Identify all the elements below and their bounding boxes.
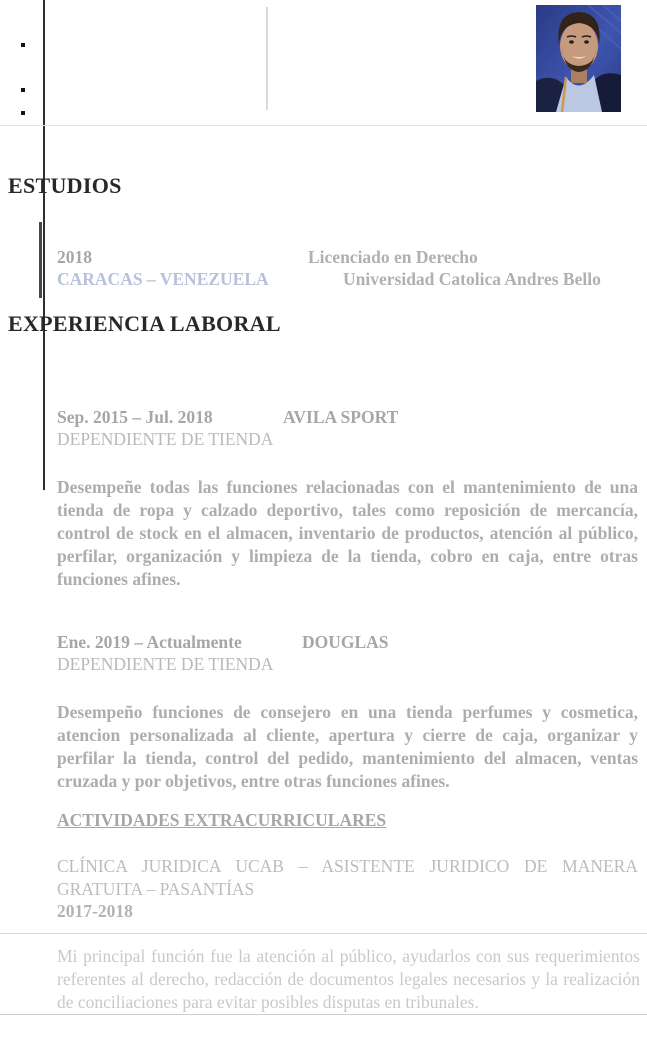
job-company: AVILA SPORT	[283, 407, 399, 427]
job-role: DEPENDIENTE DE TIENDA	[57, 654, 274, 674]
header-separator-rule	[0, 125, 647, 126]
job-description: Desempeño funciones de consejero en una tienda perfumes y cosmetica, atencion personalizada al cliente, apertura y cierre de caja, organizar y perfilar la tienda, control del pedido, mantenimiento del almacen, ventas cruzada y por objetivos, entre otras funciones afines.	[57, 702, 638, 791]
bullet-icon	[21, 111, 25, 115]
activity-organization: CLÍNICA JURIDICA UCAB – ASISTENTE JURIDICO DE MANERA GRATUITA – PASANTÍAS	[57, 856, 638, 899]
change-bar	[39, 222, 42, 298]
profile-photo	[536, 5, 621, 112]
education-location: CARACAS – VENEZUELA	[57, 269, 269, 289]
subsection-title-actividades: ACTIVIDADES EXTRACURRICULARES	[57, 810, 387, 830]
job-company: DOUGLAS	[302, 632, 389, 652]
education-institution: Universidad Catolica Andres Bello	[343, 269, 601, 289]
section-title-experiencia: EXPERIENCIA LABORAL	[8, 311, 281, 336]
bullet-icon	[21, 43, 25, 47]
job-description: Desempeñe todas las funciones relacionadas con el mantenimiento de una tienda de ropa y calzado deportivo, tales como reposición de mercancía, control de stock en el almacen, inventario de productos, atención al público, perfilar, organización y limpieza de la tienda, cobro en caja, entre otras funciones afines.	[57, 477, 638, 589]
job-role: DEPENDIENTE DE TIENDA	[57, 429, 274, 449]
page-break-rule-top	[0, 933, 647, 934]
education-table	[57, 246, 601, 290]
left-margin-rule	[43, 0, 45, 490]
bullet-icon	[21, 88, 25, 92]
section-title-estudios: ESTUDIOS	[8, 173, 122, 198]
activity-description: Mi principal función fue la atención al público, ayudarlos con sus requerimientos referentes al derecho, redacción de documentos legales necesarios y la realización de conciliaciones para evitar posibles disputas en tribunales.	[57, 946, 640, 1012]
education-row	[57, 246, 601, 268]
job-entry-header	[57, 406, 398, 450]
job-header-line	[57, 631, 389, 653]
education-degree: Licenciado en Derecho	[308, 247, 478, 267]
job-dates: Ene. 2019 – Actualmente	[57, 632, 242, 652]
education-row	[57, 268, 601, 290]
activity-dates: 2017-2018	[57, 901, 133, 921]
job-dates: Sep. 2015 – Jul. 2018	[57, 407, 213, 427]
education-year: 2018	[57, 247, 92, 267]
page-break-rule-bottom	[0, 1014, 647, 1015]
job-entry-header	[57, 631, 389, 675]
column-divider-rule	[266, 7, 268, 110]
job-header-line	[57, 406, 398, 428]
